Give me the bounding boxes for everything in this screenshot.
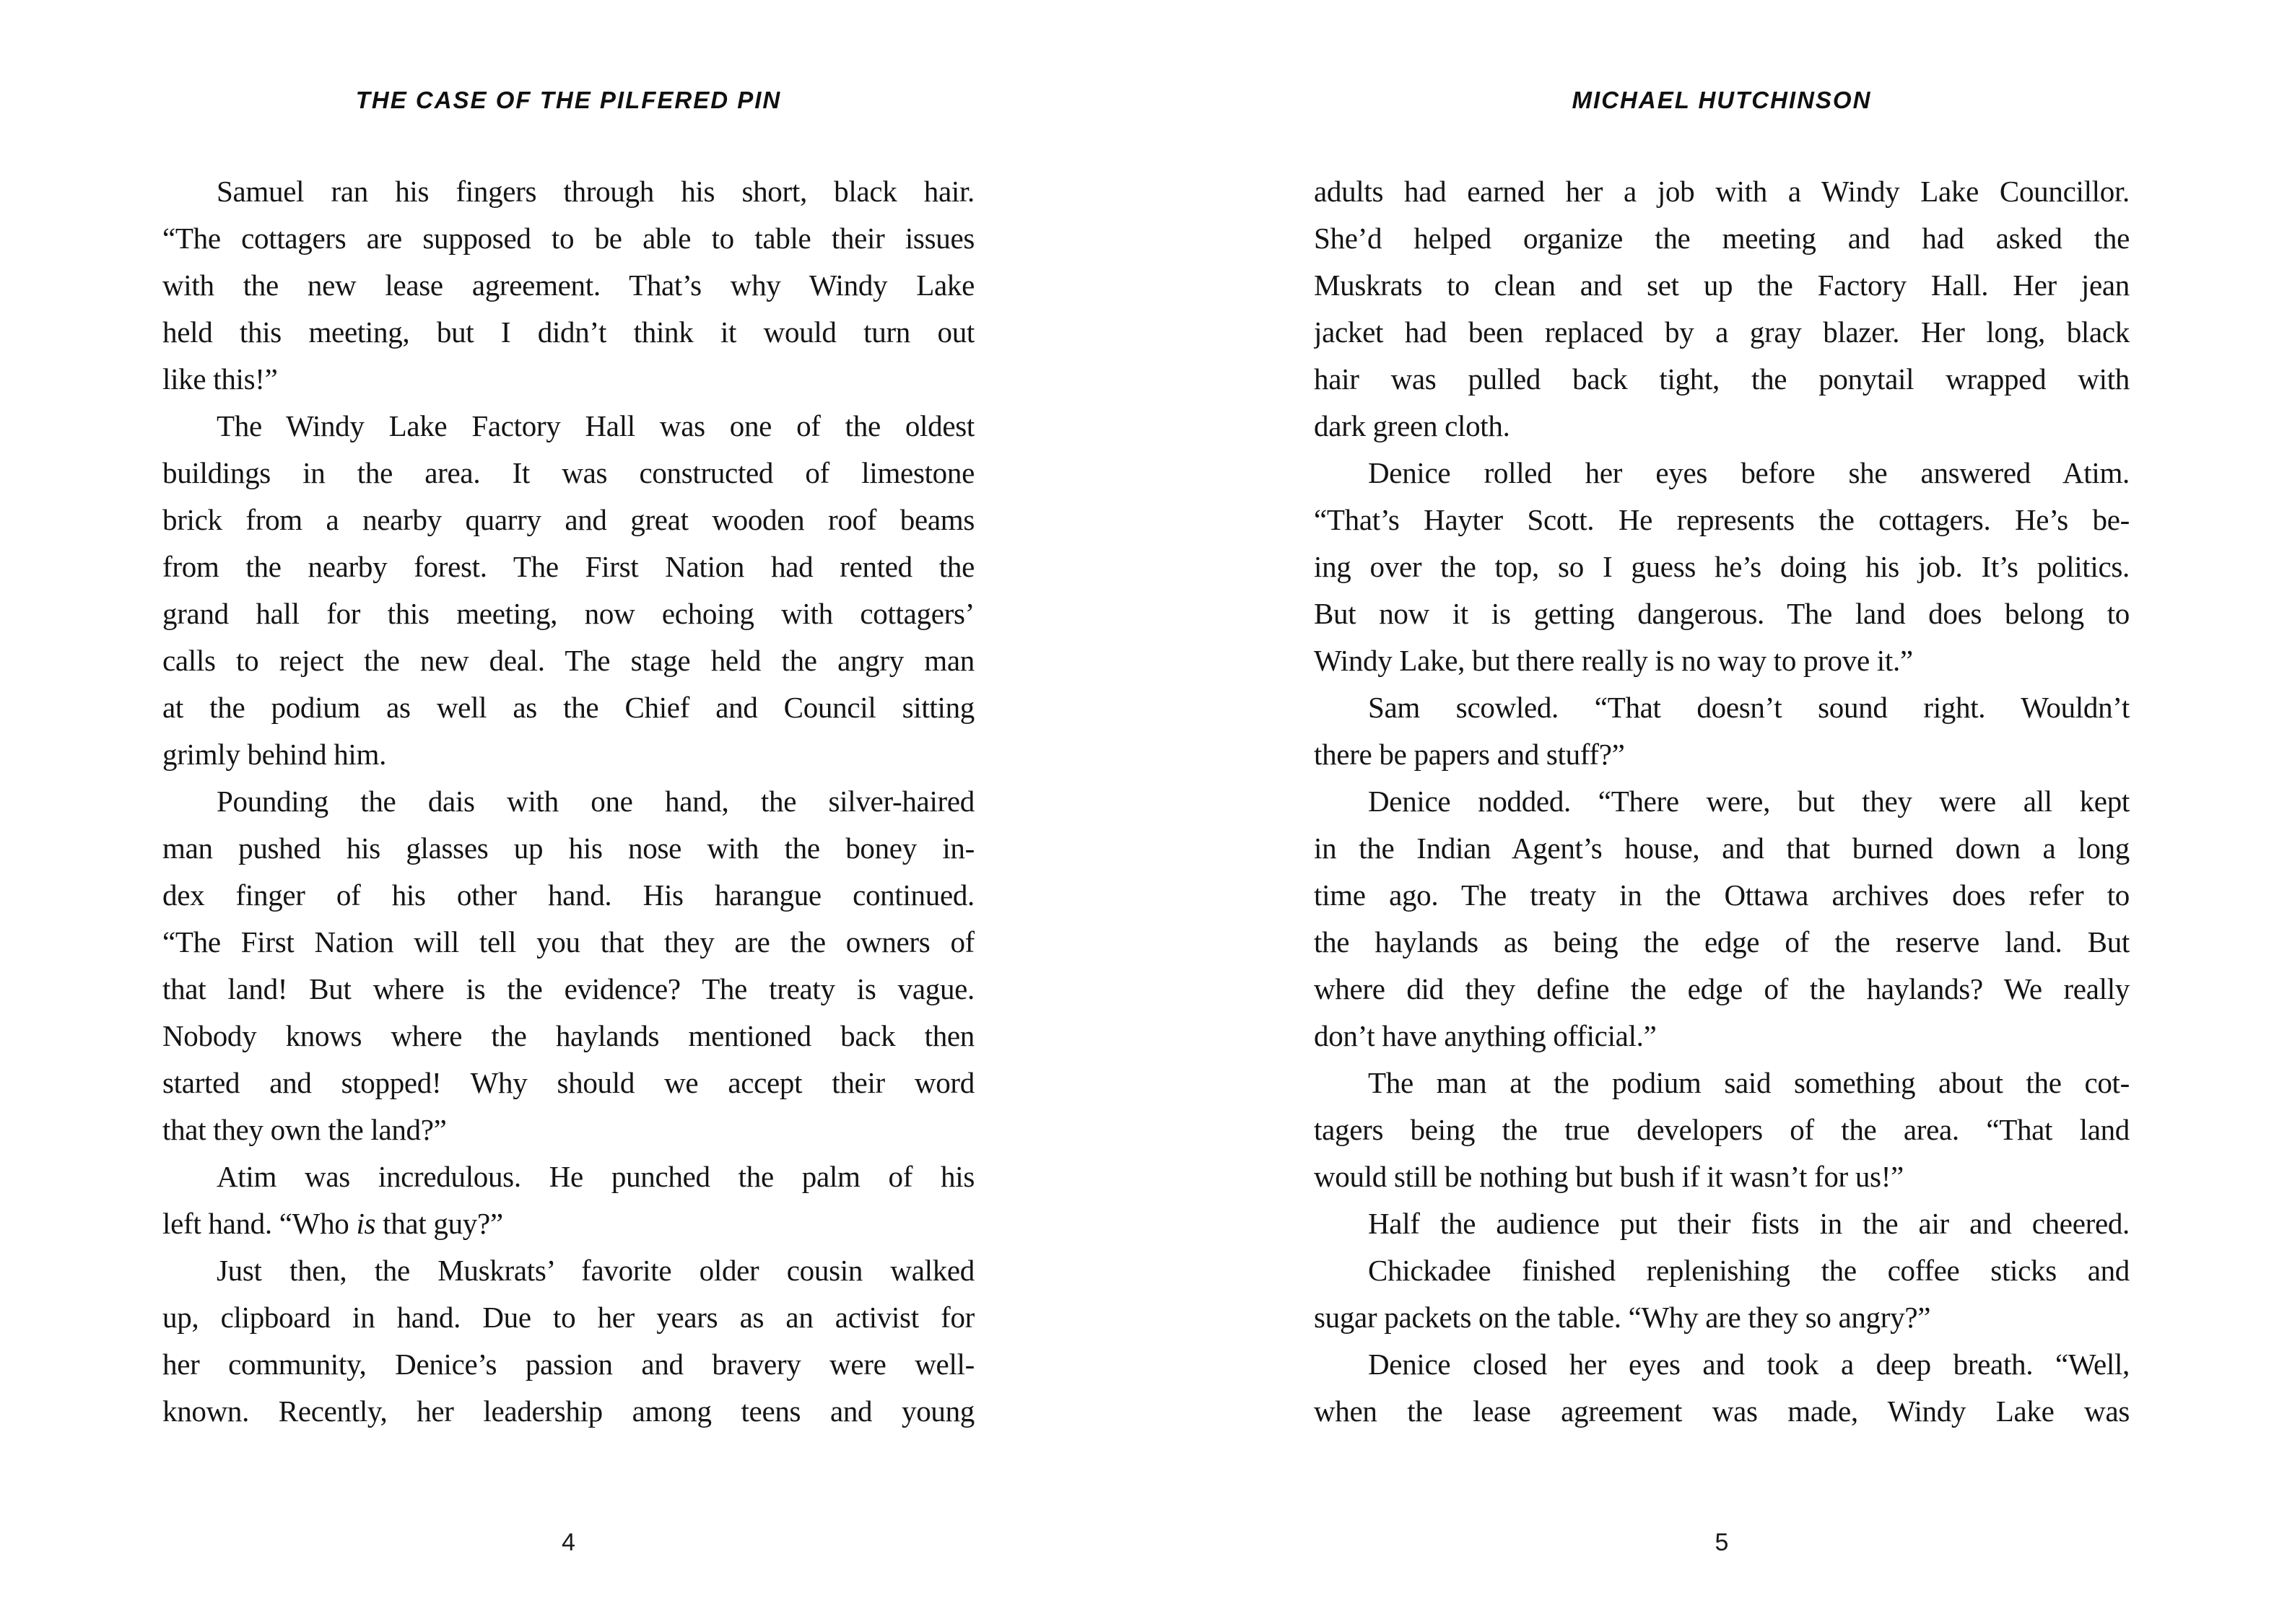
text-line: when the lease agreement was made, Windy Lake was [1314, 1394, 2130, 1428]
text-line: Windy Lake, but there really is no way to prove it.” [1314, 644, 1913, 677]
text-line: up, clipboard in hand. Due to her years as an activist for [162, 1301, 975, 1334]
text-segment-italic: is [356, 1207, 376, 1240]
text-line: The Windy Lake Factory Hall was one of the oldest [217, 409, 975, 442]
page-left-body [162, 168, 975, 1435]
text-line: She’d helped organize the meeting and had asked the [1314, 222, 2130, 255]
text-line: jacket had been replaced by a gray blazer. Her long, black [1314, 315, 2130, 349]
text-line: that land! But where is the evidence? The treaty is vague. [162, 972, 975, 1005]
running-head-author: MICHAEL HUTCHINSON [1572, 87, 1872, 113]
text-line: at the podium as well as the Chief and Council sitting [162, 691, 975, 724]
text-line: started and stopped! Why should we accept their word [162, 1066, 975, 1099]
text-line: her community, Denice’s passion and bravery were well- [162, 1348, 975, 1381]
text-line: the haylands as being the edge of the reserve land. But [1314, 925, 2130, 959]
text-line: Denice nodded. “There were, but they were all kept [1368, 785, 2130, 818]
text-line: where did they define the edge of the haylands? We really [1314, 972, 2130, 1005]
text-line: Chickadee finished replenishing the coffee sticks and [1368, 1254, 2130, 1287]
text-line: man pushed his glasses up his nose with the boney in- [162, 831, 975, 865]
text-line: Denice closed her eyes and took a deep breath. “Well, [1368, 1348, 2130, 1381]
text-line: “That’s Hayter Scott. He represents the cottagers. He’s be- [1314, 503, 2130, 536]
text-line: But now it is getting dangerous. The land does belong to [1314, 597, 2130, 630]
page-number-right: 5 [1715, 1529, 1729, 1556]
text-line: Denice rolled her eyes before she answered Atim. [1368, 456, 2130, 489]
text-line: known. Recently, her leadership among teens and young [162, 1394, 975, 1428]
text-line: Just then, the Muskrats’ favorite older cousin walked [217, 1254, 975, 1287]
text-line: in the Indian Agent’s house, and that burned down a long [1314, 831, 2130, 865]
text-line: tagers being the true developers of the area. “That land [1314, 1113, 2130, 1146]
text-line: “The First Nation will tell you that they are the owners of [162, 925, 975, 959]
text-line: that they own the land?” [162, 1113, 447, 1146]
text-line: would still be nothing but bush if it wasn’t for us!” [1314, 1160, 1904, 1193]
text-line: Nobody knows where the haylands mentioned back then [162, 1019, 975, 1052]
text-line: like this!” [162, 362, 278, 396]
text-segment: that guy?” [375, 1207, 503, 1240]
text-line: don’t have anything official.” [1314, 1019, 1657, 1052]
text-line: The man at the podium said something about the cot- [1368, 1066, 2130, 1099]
text-line: buildings in the area. It was constructed of limestone [162, 456, 975, 489]
text-line: grand hall for this meeting, now echoing with cottagers’ [162, 597, 975, 630]
page-right [1314, 0, 2130, 1624]
page-left [162, 0, 975, 1624]
text-line: from the nearby forest. The First Nation had rented the [162, 550, 975, 583]
text-line: adults had earned her a job with a Windy Lake Councillor. [1314, 175, 2130, 208]
text-line: Half the audience put their fists in the air and cheered. [1368, 1207, 2130, 1240]
text-line: grimly behind him. [162, 738, 387, 771]
text-line: held this meeting, but I didn’t think it would turn out [162, 315, 975, 349]
running-head-book-title: THE CASE OF THE PILFERED PIN [355, 87, 782, 113]
text-line: Atim was incredulous. He punched the palm of his [217, 1160, 975, 1193]
text-line: Sam scowled. “That doesn’t sound right. Wouldn’t [1368, 691, 2130, 724]
text-line: with the new lease agreement. That’s why Windy Lake [162, 269, 975, 302]
text-line: time ago. The treaty in the Ottawa archives does refer to [1314, 878, 2130, 912]
text-line: Samuel ran his fingers through his short, black hair. [217, 175, 975, 208]
text-line: dark green cloth. [1314, 409, 1510, 442]
text-line [162, 1200, 975, 1247]
text-line: ing over the top, so I guess he’s doing his job. It’s politics. [1314, 550, 2130, 583]
page-number-left: 4 [562, 1529, 575, 1556]
page-right-body [1314, 168, 2130, 1435]
text-segment: left hand. “Who [162, 1207, 357, 1240]
text-line: brick from a nearby quarry and great wooden roof beams [162, 503, 975, 536]
text-line: calls to reject the new deal. The stage held the angry man [162, 644, 975, 677]
text-line: hair was pulled back tight, the ponytail wrapped with [1314, 362, 2130, 396]
text-line: there be papers and stuff?” [1314, 738, 1625, 771]
text-line: “The cottagers are supposed to be able to table their issues [162, 222, 975, 255]
text-line: dex finger of his other hand. His harangue continued. [162, 878, 975, 912]
text-line: Muskrats to clean and set up the Factory Hall. Her jean [1314, 269, 2130, 302]
text-line: Pounding the dais with one hand, the silver-haired [217, 785, 975, 818]
text-line: sugar packets on the table. “Why are they so angry?” [1314, 1301, 1931, 1334]
